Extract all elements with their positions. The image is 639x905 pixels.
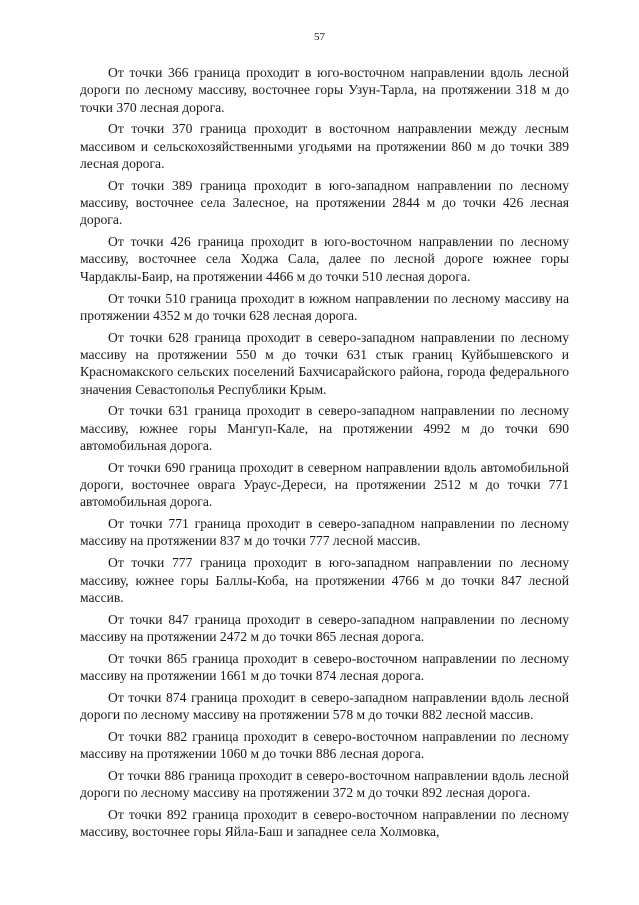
- paragraph: От точки 882 граница проходит в северо-восточном направлении по лесному массиву на протяжении 1060 м до точки 886 лесная дорога.: [80, 728, 569, 762]
- paragraph: От точки 874 граница проходит в северо-западном направлении вдоль лесной дороги по лесному массиву на протяжении 578 м до точки 882 лесной массив.: [80, 689, 569, 723]
- paragraph: От точки 631 граница проходит в северо-западном направлении по лесному массиву, южнее горы Мангуп-Кале, на протяжении 4992 м до точки 690 автомобильная дорога.: [80, 403, 569, 453]
- document-body: [80, 64, 569, 845]
- paragraph: От точки 886 граница проходит в северо-восточном направлении вдоль лесной дороги по лесному массиву на протяжении 372 м до точки 892 лесная дорога.: [80, 767, 569, 801]
- paragraph: От точки 892 граница проходит в северо-восточном направлении по лесному массиву, восточнее горы Яйла-Баш и западнее села Холмовка,: [80, 807, 569, 840]
- paragraph: От точки 370 граница проходит в восточном направлении между лесным массивом и сельскохозяйственными угодьями на протяжении 860 м до точки 389 лесная дорога.: [80, 121, 569, 171]
- paragraph: От точки 628 граница проходит в северо-западном направлении по лесному массиву на протяжении 550 м до точки 631 стык границ Куйбышевского и Красномакского сельских поселений Бахчисарайского района, города федерального значения Севастополья Республики Крым.: [80, 329, 569, 397]
- paragraph: От точки 847 граница проходит в северо-западном направлении по лесному массиву на протяжении 2472 м до точки 865 лесная дорога.: [80, 611, 569, 644]
- page-number: 57: [314, 31, 325, 43]
- paragraph: От точки 865 граница проходит в северо-восточном направлении по лесному массиву на протяжении 1661 м до точки 874 лесная дорога.: [80, 650, 569, 683]
- paragraph: От точки 510 граница проходит в южном направлении по лесному массиву на протяжении 4352 м до точки 628 лесная дорога.: [80, 290, 569, 323]
- paragraph: От точки 690 граница проходит в северном направлении вдоль автомобильной дороги, восточнее оврага Ураус-Дереси, на протяжении 2512 м до точки 771 автомобильная дорога.: [80, 459, 569, 510]
- paragraph: От точки 777 граница проходит в юго-западном направлении по лесному массиву, южнее горы Баллы-Коба, на протяжении 4766 м до точки 847 лесной массив.: [80, 555, 569, 605]
- paragraph: От точки 389 граница проходит в юго-западном направлении по лесному массиву, восточнее села Залесное, на протяжении 2844 м до точки 426 лесная дорога.: [80, 177, 569, 228]
- paragraph: От точки 366 граница проходит в юго-восточном направлении вдоль лесной дороги по лесному массиву, восточнее горы Узун-Тарла, на протяжении 318 м до точки 370 лесная дорога.: [80, 65, 569, 115]
- paragraph: От точки 771 граница проходит в северо-западном направлении по лесному массиву на протяжении 837 м до точки 777 лесной массив.: [80, 516, 569, 549]
- paragraph: От точки 426 граница проходит в юго-восточном направлении по лесному массиву, восточнее села Ходжа Сала, далее по лесной дороге южнее горы Чардаклы-Баир, на протяжении 4466 м до точки 510 лесная дорога.: [80, 234, 569, 284]
